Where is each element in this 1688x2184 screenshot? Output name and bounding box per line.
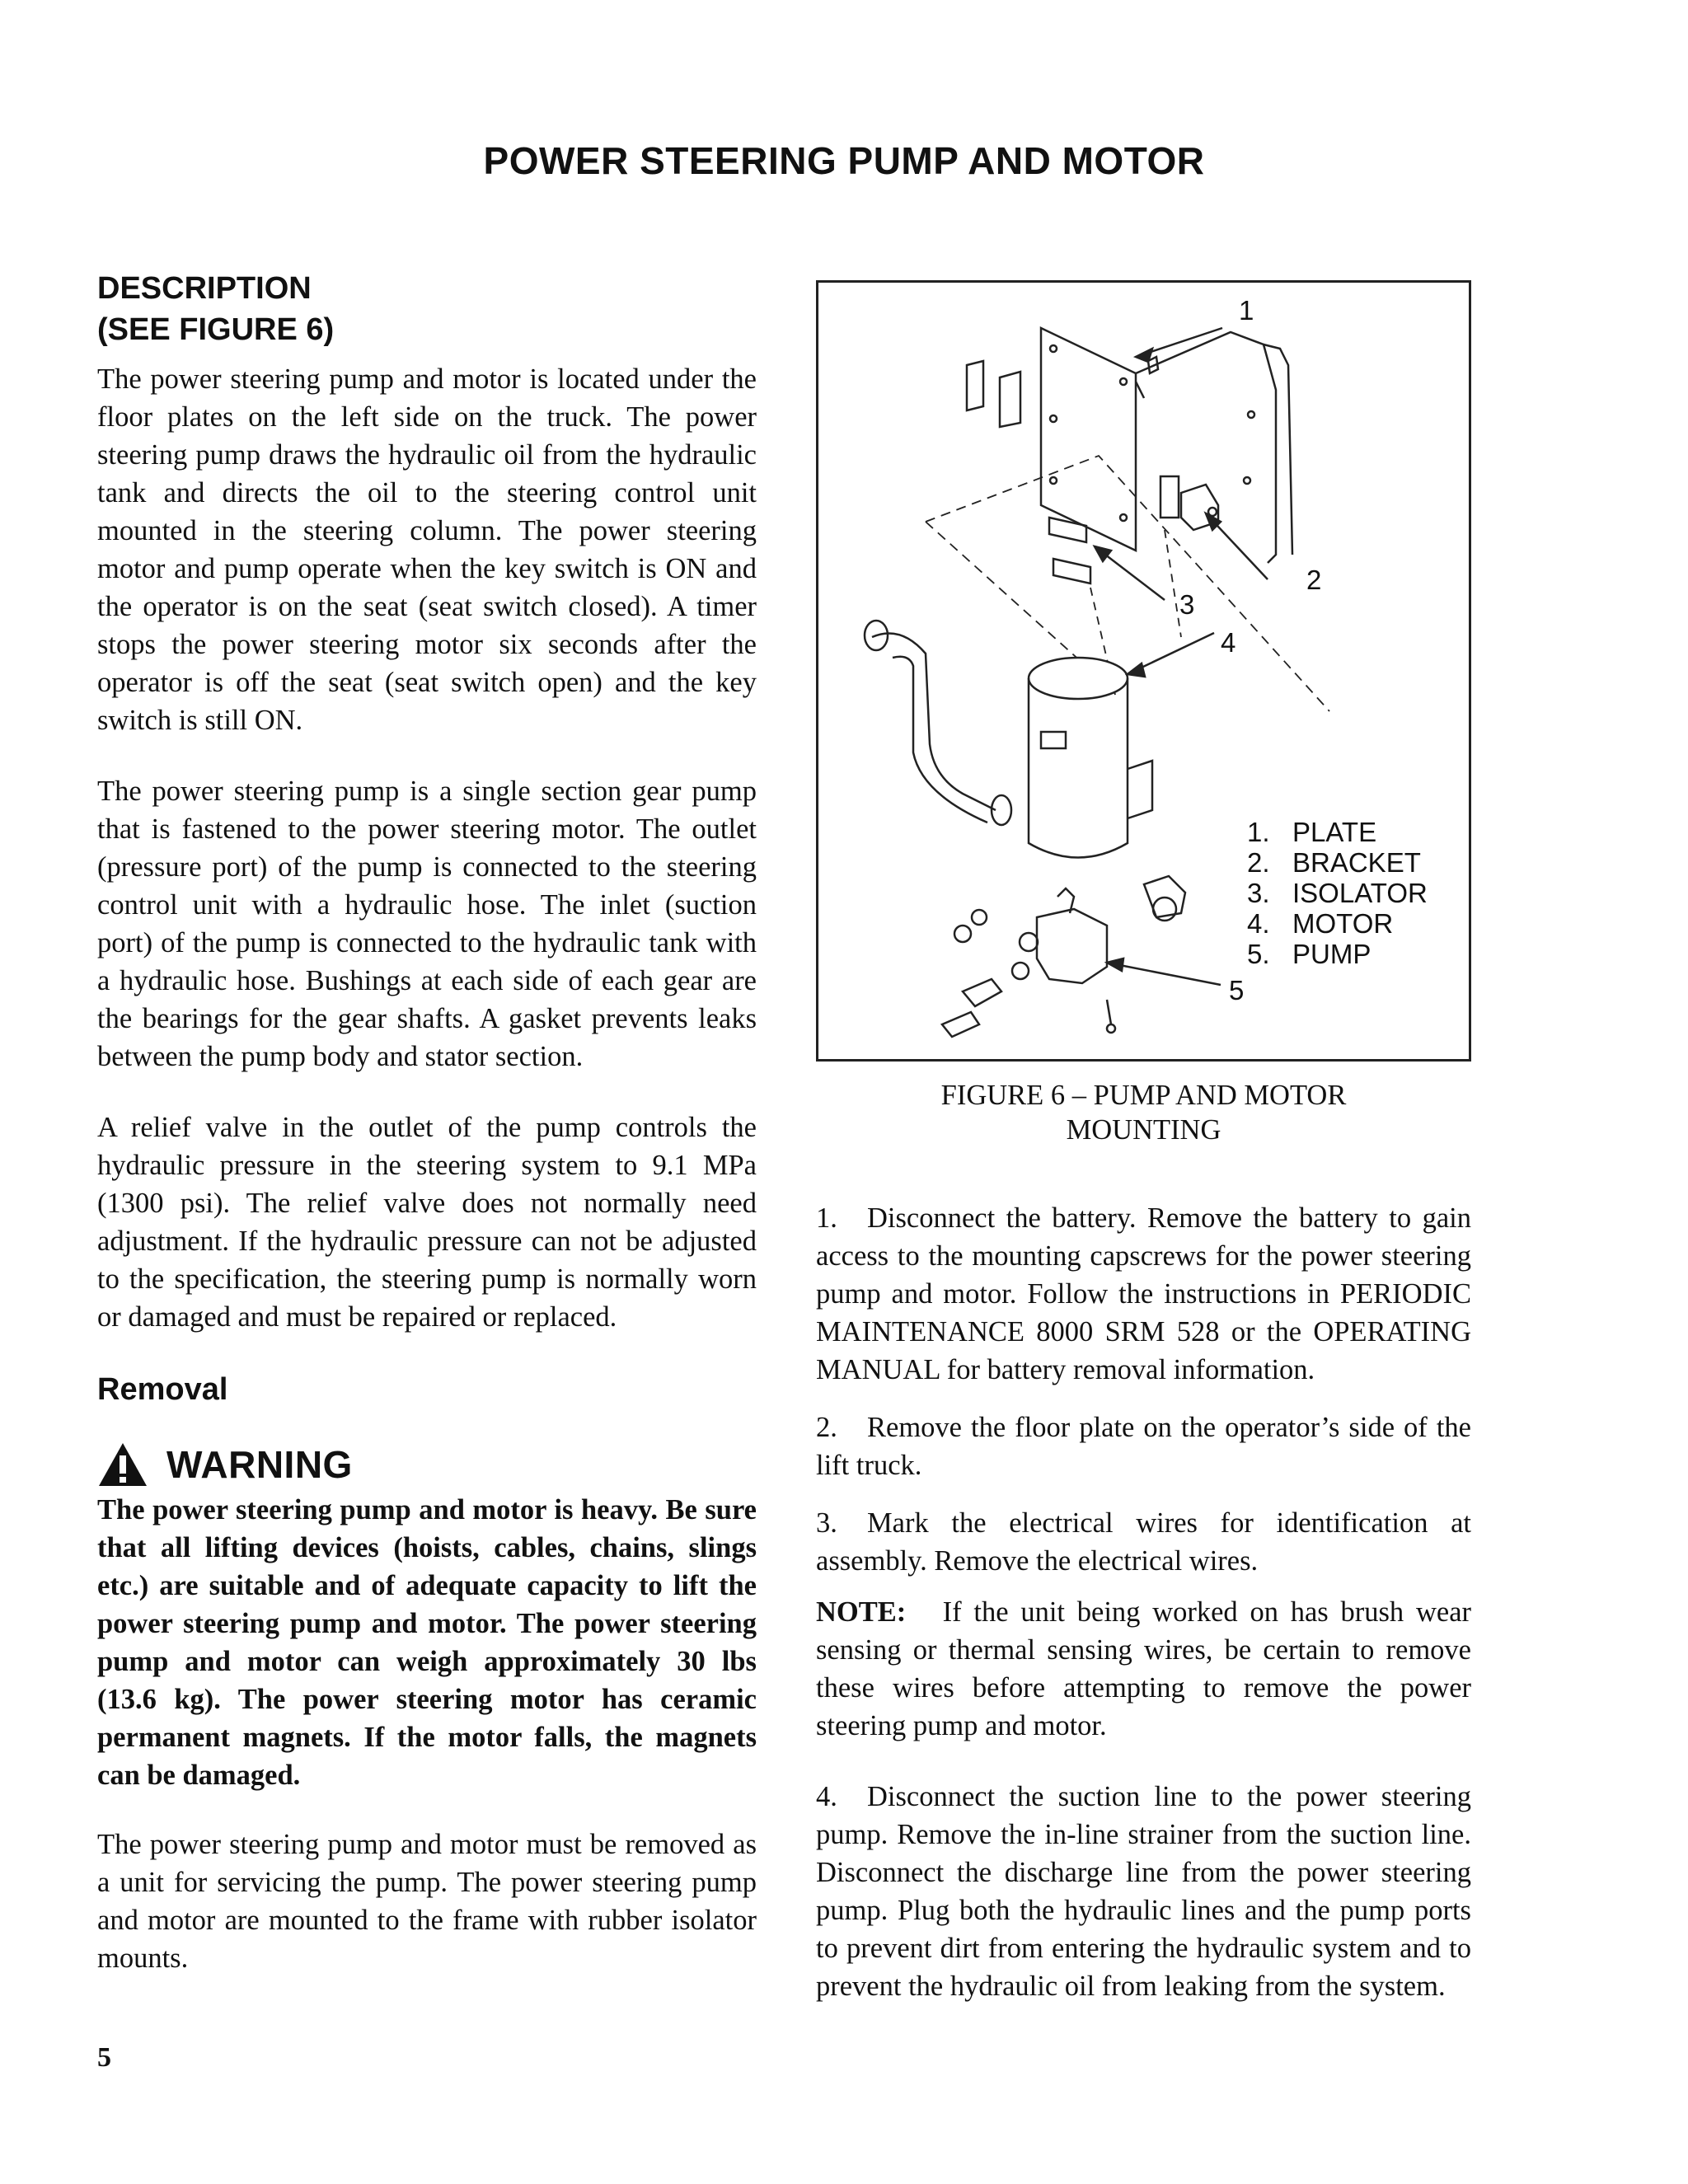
figure-caption-line-2: MOUNTING (1066, 1114, 1221, 1146)
callout-5: 5 (1229, 975, 1245, 1005)
removal-steps (816, 1199, 1471, 2005)
leader-line-5 (1107, 963, 1221, 985)
note (816, 1593, 1471, 1745)
legend-item-pump: 5. PUMP (1247, 939, 1372, 969)
plate-shape (1041, 328, 1136, 551)
left-column (97, 268, 757, 1977)
warning-triangle-icon (97, 1441, 148, 1488)
page-number: 5 (97, 2042, 111, 2073)
description-paragraph-3: A relief valve in the outlet of the pump controls the hydraulic pressure in the steering system to 9.1 MPa (1300 psi). The relief valve does not normally need adjustment. If the hydraulic pressure can not be adjusted to the specification, the steering pump is normally worn or damaged and must be repaired or replaced. (97, 1112, 757, 1333)
step-1: 1. Disconnect the battery. Remove the battery to gain access to the mounting capscrews for the power steering pump and motor. Follow the instructions in PERIODIC MAINTENANCE 8000 SRM 528 or the OPERATING MANUAL for battery removal information. (816, 1202, 1471, 1385)
legend-item-isolator: 3. ISOLATOR (1247, 878, 1428, 908)
description-heading: DESCRIPTION (97, 271, 312, 306)
figure-caption-line-1: FIGURE 6 – PUMP AND MOTOR (940, 1080, 1347, 1111)
figure-caption (816, 1078, 1471, 1147)
page-title: POWER STEERING PUMP AND MOTOR (483, 139, 1205, 182)
motor-shape (1029, 658, 1128, 699)
legend-item-bracket: 2. BRACKET (1247, 847, 1421, 878)
callout-1: 1 (1239, 295, 1254, 326)
description-paragraph-2: The power steering pump is a single section gear pump that is fastened to the power steering motor. The outlet (pressure port) of the pump is connected to the steering control unit with a hydraulic hose. The inlet (suction port) of the pump is connected to the hydraulic tank with a hydraulic hose. Bushings at each side of each gear are the bearings for the gear shafts. A gasket prevents leaks between the pump body and stator section. (97, 776, 757, 1072)
callout-3: 3 (1179, 589, 1195, 620)
legend-item-plate: 1. PLATE (1247, 817, 1377, 847)
callout-2: 2 (1306, 565, 1322, 595)
figure-legend (1247, 817, 1428, 969)
figure-6-frame (816, 280, 1471, 1062)
step-3: 3. Mark the electrical wires for identification at assembly. Remove the electrical wires. (816, 1507, 1471, 1577)
warning-title: WARNING (166, 1443, 353, 1486)
removal-heading: Removal (97, 1372, 228, 1407)
description-subheading: (SEE FIGURE 6) (97, 312, 335, 347)
callout-4: 4 (1221, 627, 1236, 658)
pump-shape (1037, 909, 1107, 983)
step-4: 4. Disconnect the suction line to the power steering pump. Remove the in-line strainer from the suction line. Disconnect the discharge line from the power steering pump. Plug both the hydraulic lines and the pump ports to prevent dirt from entering the hydraulic system and to prevent the hydraulic oil from leaking from the system. (816, 1781, 1471, 2002)
description-paragraph-1: The power steering pump and motor is located under the floor plates on the left side on the truck. The power steering pump draws the hydraulic oil from the hydraulic tank and directs the oil to the steering control unit mounted in the steering column. The power steering motor and pump operate when the key switch is ON and the operator is on the seat (seat switch closed). A timer stops the power steering motor six seconds after the operator is off the seat (seat switch open) and the key switch is still ON. (97, 363, 757, 736)
isolator-shape-2 (1053, 559, 1090, 583)
removal-paragraph: The power steering pump and motor must be removed as a unit for servicing the pump. The power steering pump and motor are mounted to the frame with rubber isolator mounts. (97, 1829, 757, 1974)
warning-header (97, 1441, 757, 1488)
legend-item-motor: 4. MOTOR (1247, 908, 1394, 939)
note-text: If the unit being worked on has brush wear sensing or thermal sensing wires, be certain to remove these wires before attempting to remove the power steering pump and motor. (816, 1596, 1472, 1741)
note-label: NOTE: (816, 1596, 907, 1628)
warning-text: The power steering pump and motor is heavy. Be sure that all lifting devices (hoists, cables, chains, slings etc.) are suitable and of adequate capacity to lift the power steering pump and motor. The power steering pump and motor can weigh approximately 30 lbs (13.6 kg). The power steering motor has ceramic permanent magnets. If the motor falls, the magnets can be damaged. (97, 1494, 757, 1791)
step-2: 2. Remove the floor plate on the operator’s side of the lift truck. (816, 1412, 1471, 1481)
